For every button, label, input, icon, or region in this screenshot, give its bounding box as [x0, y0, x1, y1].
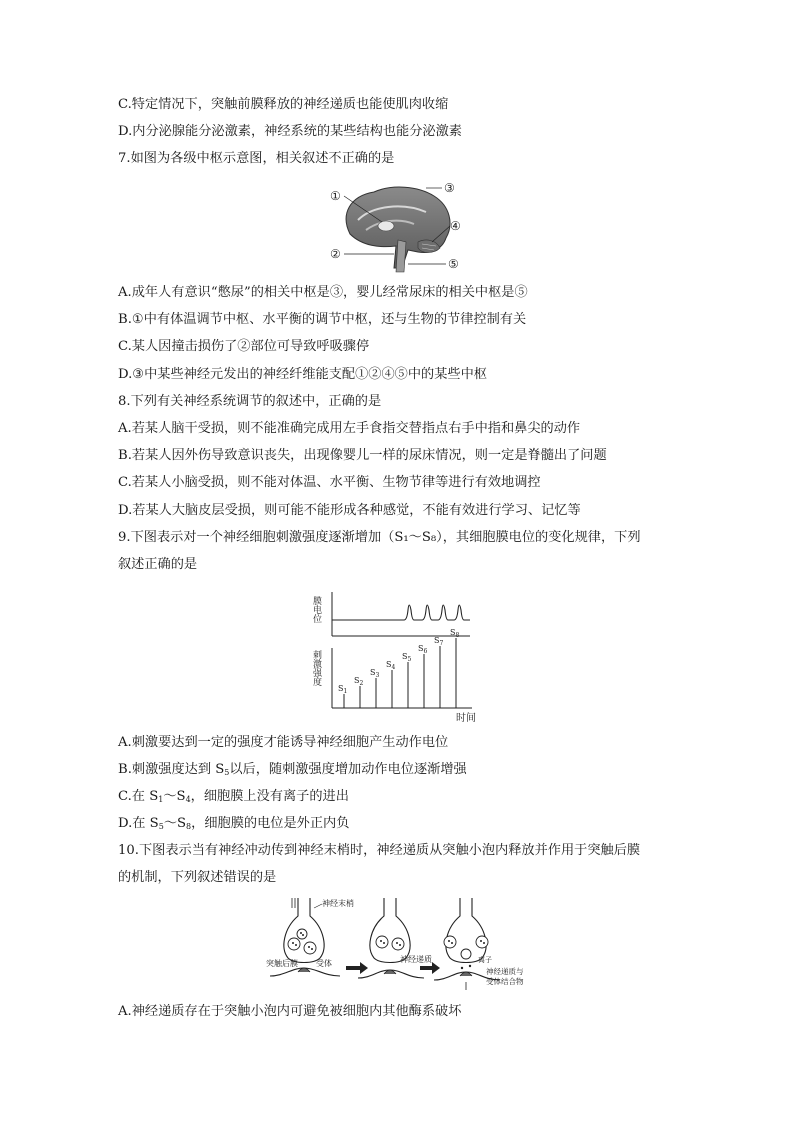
stimulus-label-s4: $S_4$: [386, 660, 396, 671]
stimulus-label-s1: $S_1$: [338, 684, 348, 695]
question-9-line-1: 9.下图表示对一个神经细胞刺激强度逐渐增加（S₁～S₈），其细胞膜电位的变化规律，下列: [118, 530, 641, 545]
question-9-line-2: 叙述正确的是: [118, 557, 198, 572]
stimulus-label-s5: $S_5$: [402, 652, 412, 663]
postsynaptic-membrane-label: 突触后膜: [266, 959, 298, 968]
ion-label: 离子: [478, 956, 492, 964]
time-x-label: 时间: [456, 713, 476, 724]
option-a-q9: A.刺激要达到一定的强度才能诱导神经细胞产生动作电位: [118, 735, 449, 750]
option-a-q7: A.成年人有意识“憋尿”的相关中枢是③，婴儿经常尿床的相关中枢是⑤: [118, 285, 528, 300]
question-7: 7.如图为各级中枢示意图，相关叙述不正确的是: [118, 151, 395, 166]
transmitter-receptor-complex-label-1: 神经递质与: [486, 967, 524, 976]
stimulus-y-label: 刺激强度: [311, 650, 321, 686]
brain-label-4: ④: [450, 219, 461, 233]
brain-label-3: ③: [444, 181, 455, 195]
option-c-q7: C.某人因撞击损伤了②部位可导致呼吸骤停: [118, 339, 370, 354]
option-b-q8: B.若某人因外伤导致意识丧失，出现像婴儿一样的尿床情况，则一定是脊髓出了问题: [118, 448, 607, 463]
stimulus-label-s7: $S_7$: [434, 636, 444, 647]
synapse-stage-2: [358, 898, 424, 978]
membrane-potential-diagram: [310, 588, 490, 728]
option-d-q6: D.内分泌腺能分泌激素，神经系统的某些结构也能分泌激素: [118, 124, 462, 139]
synapse-diagram: [264, 896, 534, 992]
option-d-q7: D.③中某些神经元发出的神经纤维能支配①②④⑤中的某些中枢: [118, 367, 487, 382]
brain-label-2: ②: [330, 247, 341, 261]
stimulus-label-s8: $S_8$: [450, 628, 460, 639]
brain-diagram: [322, 180, 472, 276]
option-c-q8: C.若某人小脑受损，则不能对体温、水平衡、生物节律等进行有效地调控: [118, 475, 541, 490]
membrane-potential-trace: [332, 605, 470, 620]
stimulus-label-s6: $S_6$: [418, 644, 428, 655]
brain-label-5: ⑤: [448, 257, 459, 271]
option-c-q9: C.在 $S_1\sim S_4$，细胞膜上没有离子的进出: [118, 789, 349, 804]
arrow-right-icon: [346, 962, 368, 974]
brain-label-1: ①: [330, 189, 341, 203]
receptor-label: 受体: [316, 959, 332, 968]
option-b-q7: B.①中有体温调节中枢、水平衡的调节中枢，还与生物的节律控制有关: [118, 312, 527, 327]
stimulus-label-s3: $S_3$: [370, 668, 380, 679]
potential-y-label: 膜电位: [311, 596, 321, 623]
stimulus-label-s2: $S_2$: [354, 676, 364, 687]
option-b-q9: B.刺激强度达到 $S_5$以后，随刺激强度增加动作电位逐渐增强: [118, 762, 467, 777]
option-c-q6: C.特定情况下，突触前膜释放的神经递质也能使肌肉收缩: [118, 97, 449, 112]
option-d-q8: D.若某人大脑皮层受损，则可能不能形成各种感觉，不能有效进行学习、记忆等: [118, 503, 581, 518]
question-10-line-2: 的机制，下列叙述错误的是: [118, 870, 277, 885]
question-10-line-1: 10.下图表示当有神经冲动传到神经末梢时，神经递质从突触小泡内释放并作用于突触后膜: [118, 843, 641, 858]
option-a-q8: A.若某人脑干受损，则不能准确完成用左手食指交替指点右手中指和鼻尖的动作: [118, 421, 581, 436]
nerve-terminal-label: 神经末梢: [322, 899, 354, 908]
option-a-q10: A.神经递质存在于突触小泡内可避免被细胞内其他酶系破坏: [118, 1004, 462, 1019]
option-d-q9: D.在 $S_5\sim S_8$，细胞膜的电位是外正内负: [118, 816, 350, 831]
transmitter-receptor-complex-label-2: 受体结合物: [486, 977, 524, 986]
question-8: 8.下列有关神经系统调节的叙述中，正确的是: [118, 394, 382, 409]
neurotransmitter-label: 神经递质: [400, 955, 432, 964]
